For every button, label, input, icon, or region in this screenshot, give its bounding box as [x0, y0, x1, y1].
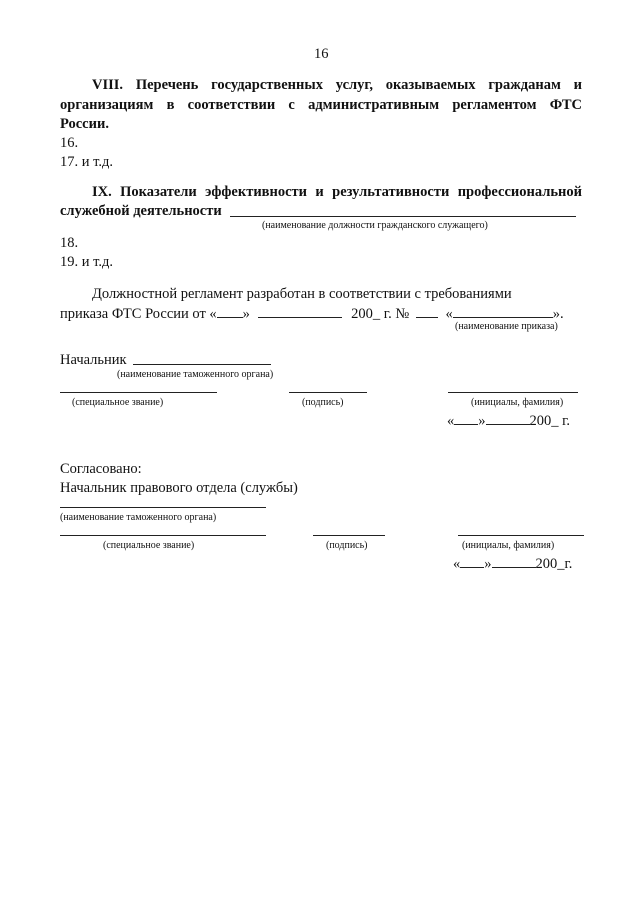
- legal-date-month-blank: [492, 553, 536, 568]
- chief-name-line: [448, 392, 578, 393]
- legal-sign-line: [313, 535, 385, 536]
- chief-sign-caption: (подпись): [302, 397, 344, 408]
- chief-date-mid: »: [478, 413, 486, 429]
- chief-org-caption: (наименование таможенного органа): [117, 369, 274, 380]
- chief-date-open: «: [447, 413, 455, 429]
- page-number: 16: [314, 46, 329, 62]
- section8-heading-line1: VIII. Перечень государственных услуг, оказываемых гражданам и: [92, 77, 582, 93]
- chief-sign-line: [289, 392, 367, 393]
- chief-rank-caption: (специальное звание): [72, 397, 164, 408]
- legal-date: [453, 553, 572, 574]
- chief-date: [447, 410, 570, 431]
- legal-date-mid: »: [484, 556, 492, 572]
- chief-rank-line: [60, 392, 217, 393]
- legal-name-caption: (инициалы, фамилия): [462, 540, 555, 551]
- section8-item-17: 17. и т.д.: [60, 154, 114, 170]
- section8-heading-line2: организациям в соответствии с административным регламентом ФТС: [60, 97, 582, 113]
- chief-org-line: [133, 364, 271, 365]
- section9-heading-line1: IX. Показатели эффективности и результативности профессиональной: [92, 184, 582, 200]
- section9-item-18: 18.: [60, 235, 79, 251]
- chief-label: Начальник: [60, 352, 127, 368]
- legal-rank-line: [60, 535, 266, 536]
- chief-date-month-blank: [486, 410, 530, 425]
- section9-heading-line2: служебной деятельности: [60, 203, 222, 219]
- section8-item-16: 16.: [60, 135, 79, 151]
- legal-date-day-blank: [460, 553, 484, 568]
- regulation-year: 200_ г. №: [351, 306, 410, 322]
- regulation-mid: »: [242, 306, 250, 322]
- legal-date-year: 200_г.: [535, 556, 573, 572]
- section9-item-19: 19. и т.д.: [60, 254, 114, 270]
- legal-date-open: «: [453, 556, 461, 572]
- position-title-line: [230, 216, 576, 217]
- legal-sign-caption: (подпись): [326, 540, 368, 551]
- legal-chief-title: Начальник правового отдела (службы): [60, 480, 298, 496]
- regulation-prefix: приказа ФТС России от «: [60, 306, 217, 322]
- order-number-blank: [416, 303, 438, 318]
- chief-date-year: 200_ г.: [529, 413, 571, 429]
- legal-name-line: [458, 535, 584, 536]
- legal-rank-caption: (специальное звание): [103, 540, 195, 551]
- position-title-caption: (наименование должности гражданского служащего): [262, 220, 488, 231]
- order-day-blank: [217, 303, 243, 318]
- chief-date-day-blank: [454, 410, 478, 425]
- order-title-caption: (наименование приказа): [455, 321, 558, 332]
- quote-close: ».: [552, 306, 564, 322]
- chief-name-caption: (инициалы, фамилия): [471, 397, 564, 408]
- regulation-line1: Должностной регламент разработан в соответствии с требованиями: [92, 286, 512, 302]
- legal-org-caption: (наименование таможенного органа): [60, 512, 217, 523]
- quote-open: «: [445, 306, 453, 322]
- section8-heading-line3: России.: [60, 116, 109, 132]
- agreed-label: Согласовано:: [60, 461, 142, 477]
- legal-org-line: [60, 507, 266, 508]
- order-title-blank: [453, 303, 553, 318]
- order-month-blank: [258, 303, 342, 318]
